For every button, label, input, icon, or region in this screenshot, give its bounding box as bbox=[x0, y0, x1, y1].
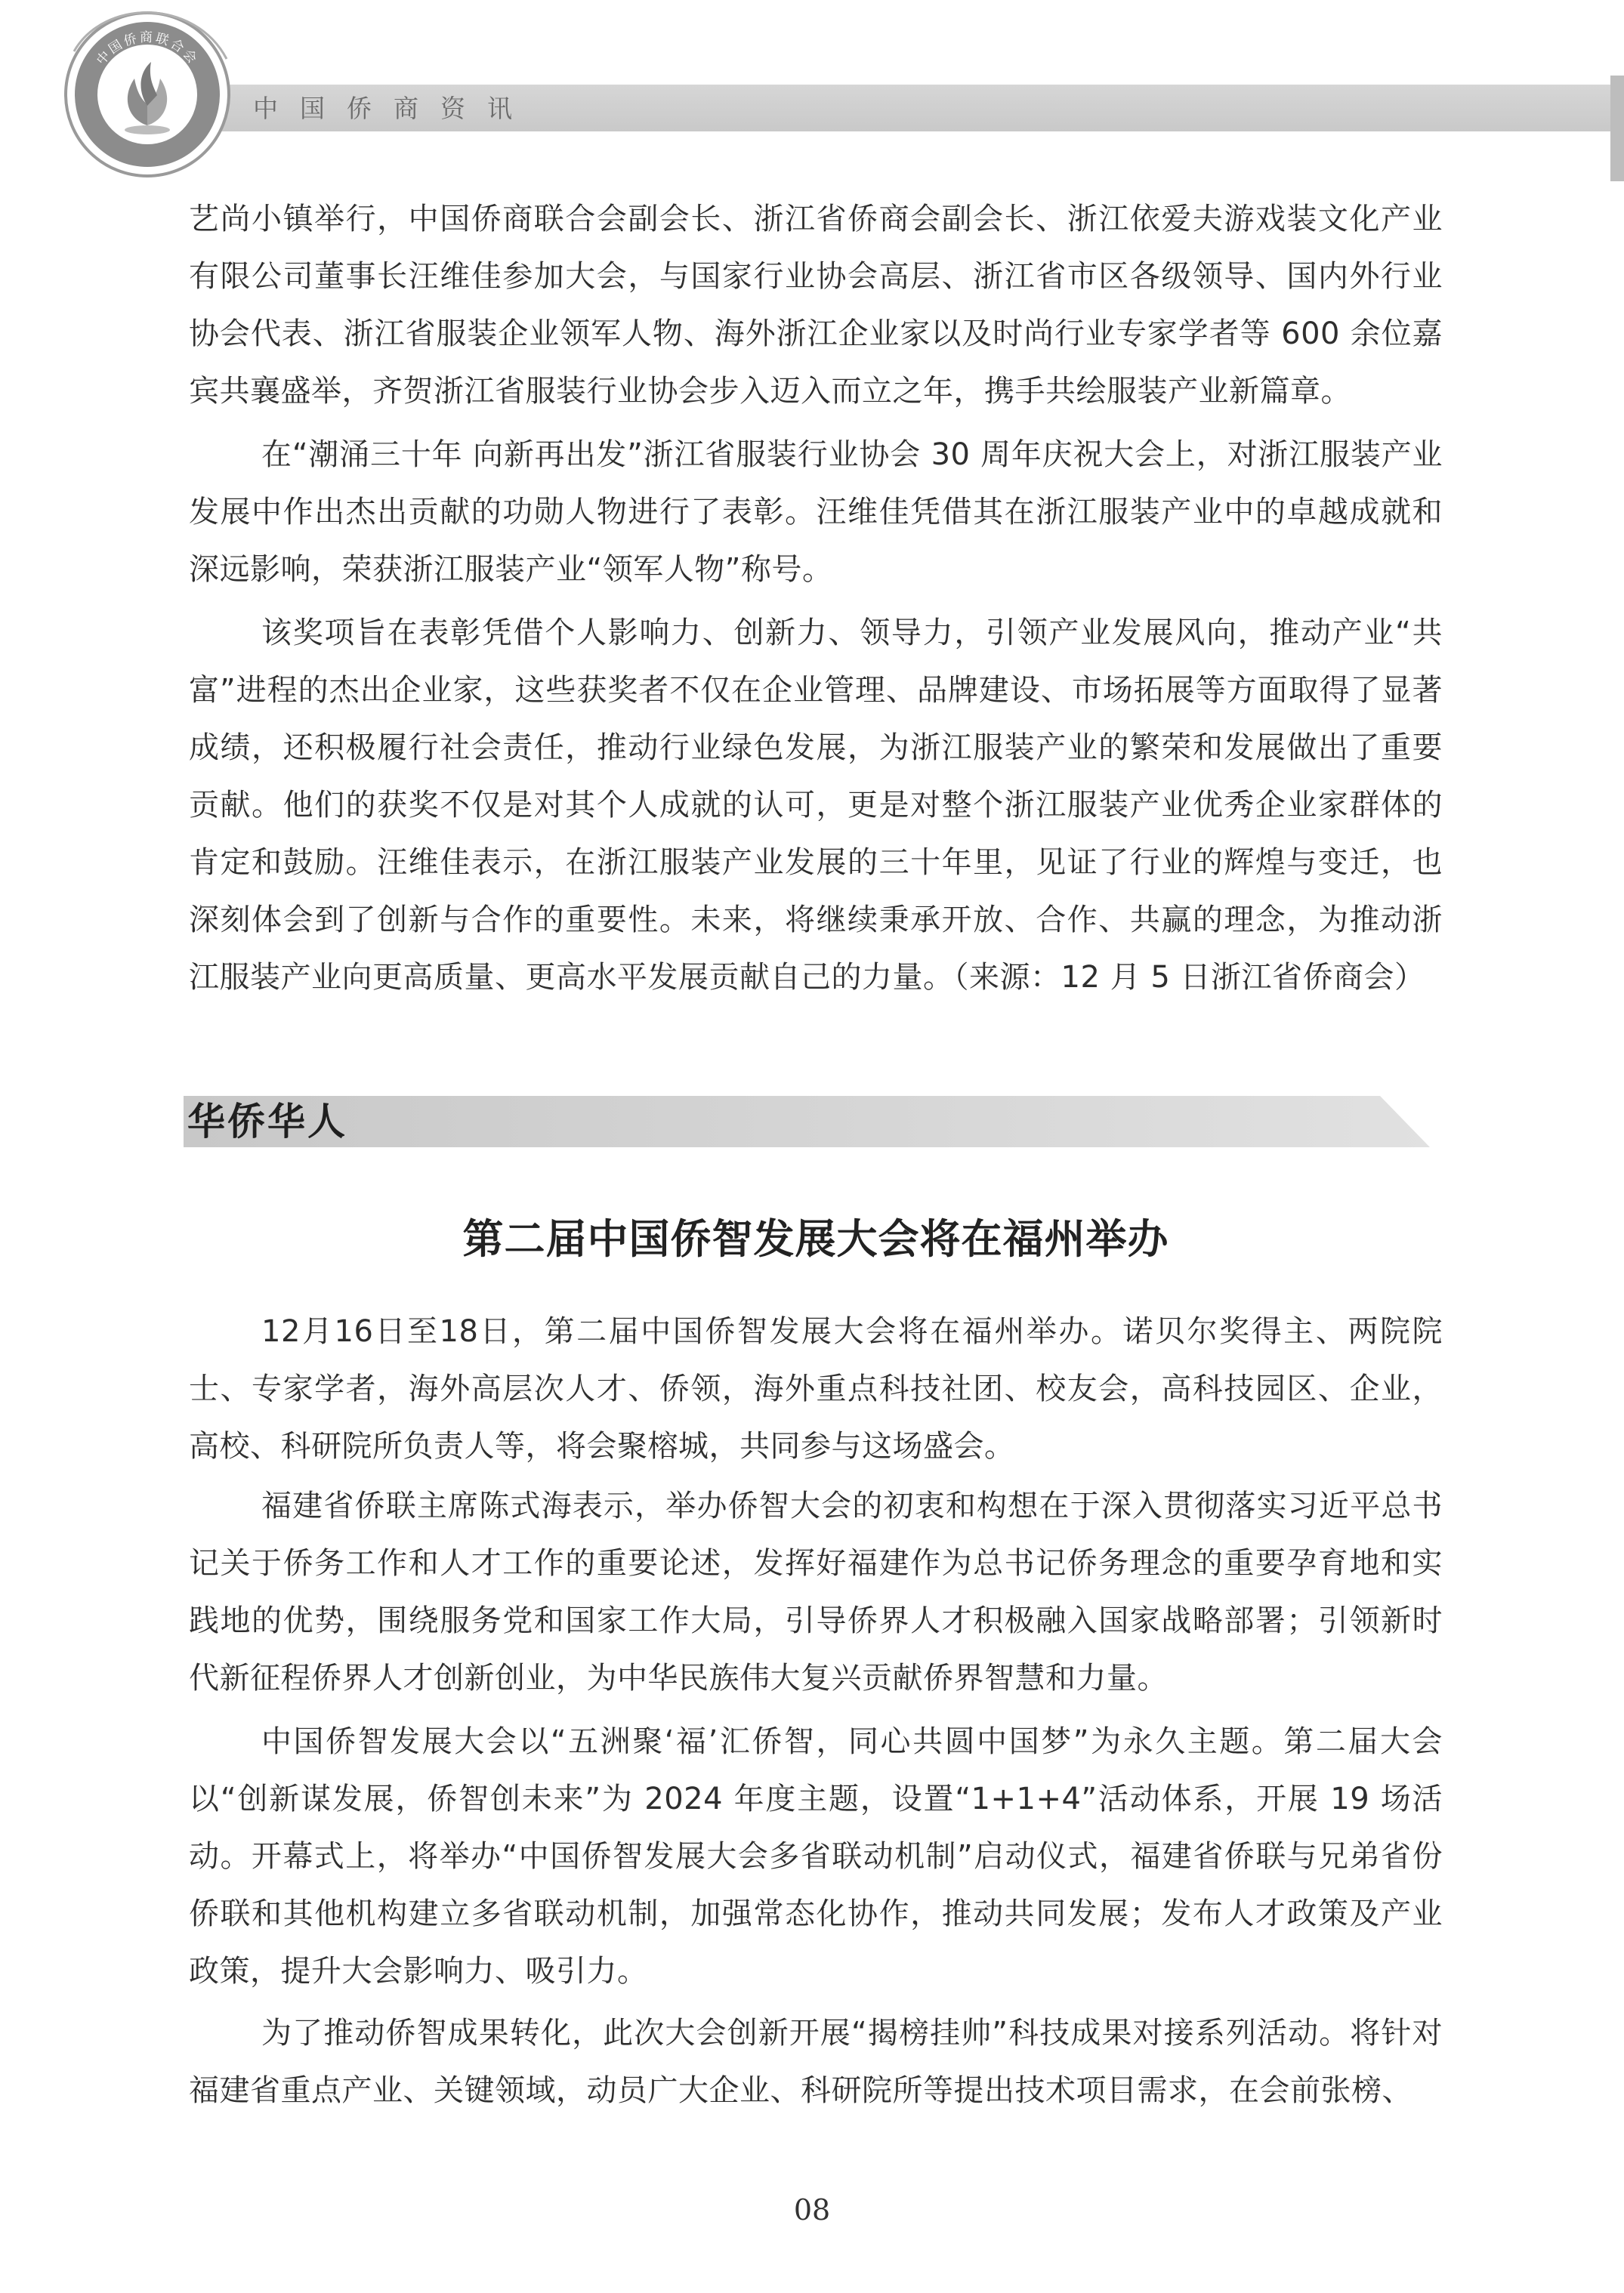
page-header bbox=[0, 0, 1624, 174]
article1-paragraph-3: 该奖项旨在表彰凭借个人影响力、创新力、领导力，引领产业发展风向，推动产业“共富”进程的杰出企业家，这些获奖者不仅在企业管理、品牌建设、市场拓展等方面取得了显著成绩，还积极履行社会责任，推动行业绿色发展，为浙江服装产业的繁荣和发展做出了重要贡献。他们的获奖不仅是对其个人成就的认可，更是对整个浙江服装产业优秀企业家群体的肯定和鼓励。汪维佳表示，在浙江服装产业发展的三十年里，见证了行业的辉煌与变迁，也深刻体会到了创新与合作的重要性。未来，将继续秉承开放、合作、共赢的理念，为推动浙江服装产业向更高质量、更高水平发展贡献自己的力量。（来源：12 月 5 日浙江省侨商会） bbox=[189, 616, 1443, 995]
article2-paragraph-4: 为了推动侨智成果转化，此次大会创新开展“揭榜挂帅”科技成果对接系列活动。将针对福建省重点产业、关键领域，动员广大企业、科研院所等提出技术项目需求，在会前张榜、 bbox=[189, 2016, 1443, 2108]
article1-paragraph-1: 艺尚小镇举行，中国侨商联合会副会长、浙江省侨商会副会长、浙江依爱夫游戏装文化产业有限公司董事长汪维佳参加大会，与国家行业协会高层、浙江省市区各级领导、国内外行业协会代表、浙江省服装企业领军人物、海外浙江企业家以及时尚行业专家学者等 600 余位嘉宾共襄盛举，齐贺浙江省服装行业协会步入迈入而立之年，携手共绘服装产业新篇章。 bbox=[189, 202, 1443, 409]
section-header-bar bbox=[184, 1096, 1430, 1147]
article2-paragraph-2: 福建省侨联主席陈式海表示，举办侨智大会的初衷和构想在于深入贯彻落实习近平总书记关于侨务工作和人才工作的重要论述，发挥好福建作为总书记侨务理念的重要孕育地和实践地的优势，围绕服务党和国家工作大局，引导侨界人才积极融入国家战略部署；引领新时代新征程侨界人才创新创业，为中华民族伟大复兴贡献侨界智慧和力量。 bbox=[189, 1489, 1443, 1696]
header-title: 中国侨商资讯 bbox=[253, 94, 534, 123]
article-title: 第二届中国侨智发展大会将在福州举办 bbox=[462, 1215, 1169, 1263]
article2-paragraph-1: 12月16日至18日，第二届中国侨智发展大会将在福州举办。诺贝尔奖得主、两院院士、专家学者，海外高层次人才、侨领，海外重点科技社团、校友会，高科技园区、企业，高校、科研院所负责人等，将会聚榕城，共同参与这场盛会。 bbox=[189, 1314, 1443, 1464]
organization-logo bbox=[59, 6, 236, 184]
section-title: 华侨华人 bbox=[187, 1099, 347, 1143]
header-edge-tab bbox=[1610, 76, 1624, 181]
article1-paragraph-2: 在“潮涌三十年 向新再出发”浙江省服装行业协会 30 周年庆祝大会上，对浙江服装产业发展中作出杰出贡献的功勋人物进行了表彰。汪维佳凭借其在浙江服装产业中的卓越成就和深远影响，荣获浙江服装产业“领军人物”称号。 bbox=[189, 437, 1443, 587]
article2-paragraph-3: 中国侨智发展大会以“五洲聚‘福’汇侨智，同心共圆中国梦”为永久主题。第二届大会以“创新谋发展，侨智创未来”为 2024 年度主题，设置“1+1+4”活动体系，开展 19 场活动。开幕式上，将举办“中国侨智发展大会多省联动机制”启动仪式，福建省侨联与兄弟省份侨联和其他机构建立多省联动机制，加强常态化协作，推动共同发展；发布人才政策及产业政策，提升大会影响力、吸引力。 bbox=[189, 1724, 1443, 1989]
page-number: 08 bbox=[793, 2193, 831, 2227]
logo-text: 中国侨商联合会 bbox=[94, 30, 201, 69]
